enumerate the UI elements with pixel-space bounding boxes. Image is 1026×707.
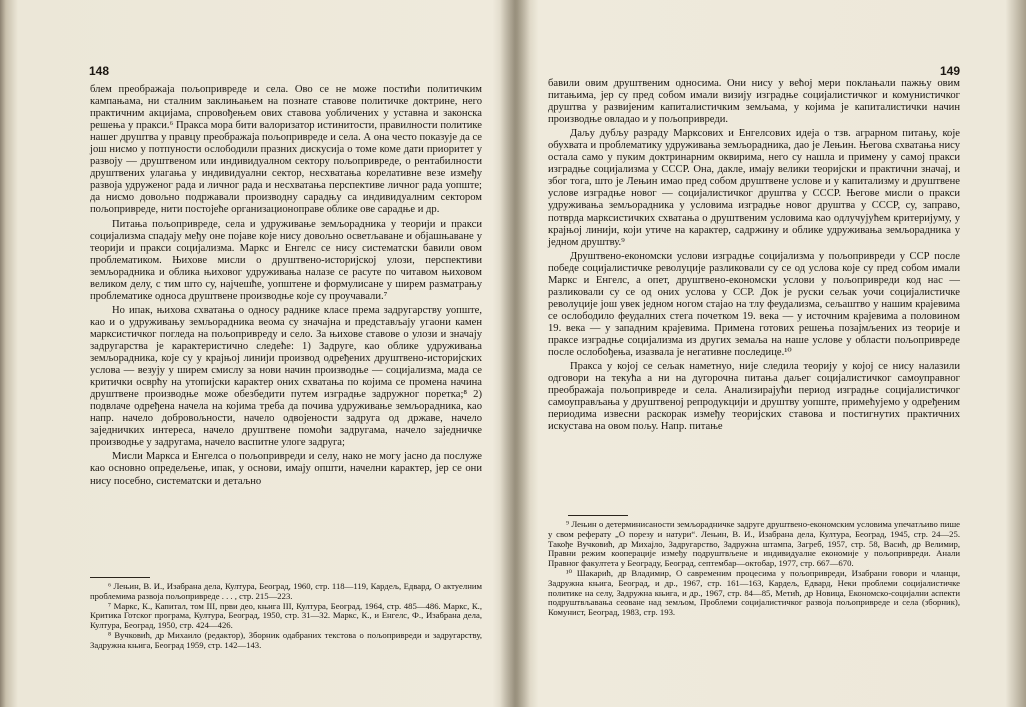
footnote: ¹⁰ Шакарић, др Владимир, О савременим процесима у пољопривреди, Изабрани говори и чланци, Задружна књига, Београд, и др., 1967, стр. 161—163, Кардељ, Едвард, Неки проблеми социјалистичке политике на селу, Задружна књига, и др., 1967, стр. 84—85, Метић, др Новица, Економско-социјални аспекти подруштвљавања сеоване над земљом, Проблеми социјалистичког развоја пољопривреде и села (зборник), Комунист, Београд, 1983, стр. 193. bbox=[548, 567, 960, 618]
right-page bbox=[548, 0, 960, 707]
paragraph: Друштвено-економски услови изградње социјализма у пољопривреди у ССР после победе социјалистичке револуције разликовали су се од услова које су пред собом имали Маркс и Енгелс, а опет, друштвено-економски услови у пољопривреди код нас — разликовали су се од оних услова у ССР. Док је руски сељак уочи социјалистичке револуције још увек једном ногом стајао на тлу феудализма, сељаштво у нашим крајевима се ослободило феудалних стега почетком 19. века — у источним крајевима а половином 19. века — у западним крајевима. Примена готових решења позајмљених из теорије и праксе изградње социјализма из других земаља на наше услове у области пољопривреде после ослобођења, изазвала је негативне последице.¹⁰ bbox=[548, 250, 960, 359]
paragraph: бавили овим друштвеним односима. Они нису у већој мери поклањали пажњу овим питањима, јер су пред собом имали визију изградње социјалистичког и комунистичког друштва у развијеним капиталистичким земљама, у којима је капиталистички начин производње овладао и у пољопривреди. bbox=[548, 78, 960, 126]
left-page bbox=[72, 0, 482, 707]
book-gutter bbox=[500, 0, 530, 707]
footnote: ⁶ Лењин, В. И., Изабрана дела, Култура, Београд, 1960, стр. 118—119, Кардељ, Едвард, О актуелним проблемима развоја пољопривреде . . . , стр. 215—223. bbox=[90, 581, 482, 601]
footnote-rule bbox=[568, 515, 628, 516]
page-number: 149 bbox=[939, 64, 960, 78]
footnote: ⁸ Вучковић, др Михаило (редактор), Зборник одабраних текстова о пољопривреди и задругарству, Задружна књига, Београд 1959, стр. 142—143. bbox=[90, 629, 482, 650]
footnote-rule bbox=[90, 577, 150, 578]
paragraph: Но ипак, њихова схватања о односу раднике класе према задругарству уопште, као и о удруживању земљорадника веома су значајна и представљају угаони камен марксистичког погледа на пољопривреду и село. За њихове ставове о улози и значају задругарства је карактеристично следеће: 1) Задруге, као облике удруживања земљорадника, које су у крајњој линији производ одређених друштвено-историјских услова — везују у ширем смислу за нови начин производње — социјализма, мада се критички осврћу на утопијски карактер оних схватања по којима се промена начина друштвене производње може обезбедити путем изградње задружног поретка;⁸ 2) подвлаче одређена начела на којима треба да почива удруживање земљорадника, као напр. начело добровољности, начело одвојености задруга од државе, начело заједничких интереса, начело друштвене помоћи задругама, начело заједничке производње у задругама, начело васпитне улоге задруга; bbox=[90, 304, 482, 449]
paragraph: Мисли Маркса и Енгелса о пољопривреди и селу, нако не могу јасно да послуже као основно опредељење, ипак, у основи, имају општи, начелни карактер, јер се они нису посебно, систематски и детаљно bbox=[90, 451, 482, 487]
paragraph: Даљу дубљу разраду Марксових и Енгелсових идеја о тзв. аграрном питању, које обухвата и проблематику удруживања земљорадника, дао је Лењин. Његова схватања нису остала само у пуким доктринарним оквирима, него су нашла и примену у самој пракси изградње социјализма у СССР. Она, дакле, имају велики теоријски и практични значај, и због тога, што је Лењин имао пред собом друштвене услове и у капитализму и друштвене услове изградње новог — социјалистичког друштва у СССР. Његове мисли о пракси удруживања земљорадника у условима изградње новог друштва у СССР, су, заправо, потврда марксистичких схватања о друштвеним условима као одлучујућем критеријуму, у крајњој линији, који утиче на карактер, садржину и облике удруживања земљорадника у једном друштву.⁹ bbox=[548, 128, 960, 248]
paragraph: Питања пољопривреде, села и удруживање земљорадника у теорији и пракси социјализма спадају међу оне појаве које нису довољно осветљаване и објашњаване у теорији и пракси социјализма. Маркс и Енгелс се нису систематски бавили овом проблематиком. Њихове мисли о друштвено-историјској улози, перспективи земљорадника и облика њиховог удруживања налазе се расуте по читавом њиховом великом делу, с тим што су, најчешће, уопштене и формулисане у ширем разматрању проблематике односа друштвене производње које су проучавали.⁷ bbox=[90, 218, 482, 302]
body-text bbox=[548, 78, 960, 433]
page-number: 148 bbox=[89, 64, 110, 78]
footnotes bbox=[90, 582, 482, 651]
footnote: ⁹ Лењин о детерминисаности земљорадничке задруге друштвено-економским условима упечатљиво пише у свом реферату „О порезу и натури“. Лењин, В. И., Изабрана дела, Култура, Београд, 1945, стр. 24—25. Такође Вучковић, др Михајло, Задругарство, Задружна штампа, Загреб, 1957, стр. 58, Васић, др Велимир, Правни режим кооперације између подруштвљене и индивидуалне економије у пољопривреди. Анали Правног факултета у Београду, Београд, септембар—октобар, 1977, стр. 667—670. bbox=[548, 519, 960, 569]
footnote: ⁷ Маркс, К., Капитал, том III, први део, књига III, Култура, Београд, 1964, стр. 485—486. Маркс, К., Критика Готског програма, Култура, Београд, 1950, стр. 31—32. Маркс, К., и Енгелс, Ф., Изабрана дела, Култура, Београд, 1950, стр. 424—426. bbox=[90, 600, 482, 631]
body-text bbox=[90, 84, 482, 488]
paragraph: блем преображаја пољопривреде и села. Ово се не може постићи политичким кампањама, ни сталним заклињањем на познате ставове политичке доктрине, него практичним акцијама, спровођењем ових ставова уобличених у уставна и законска решења у пракси.⁶ Пракса мора бити валоризатор истинитости, правилности политике нашег друштва у правцу преображаја пољопривреде и села. А она често показује да се још нисмо у потпуности ослободили празних дискусија о томе коме дати приоритет у развоју — друштвеном или индивидуалном сектору пољопривреде, о рентабилности друштвених улагања у индивидуални сектор, несхватања корелативне везе између развоја удруженог рада и личног рада и несхватања перспективе личног рада уопште; да нисмо довољно подржавали производну сарадњу са индивидуалним сектором пољопривреде, нити постојеће организационоправе облике ове сарадње и др. bbox=[90, 84, 482, 216]
footnotes bbox=[548, 520, 960, 618]
paragraph: Пракса у којој се сељак наметнуо, није следила теорију у којој се нису налазили одговори на текућа а ни на дугорочна питања даљег социјалистичког самоуправног преображаја пољопривреде и села. Анализирајући период изградње социјалистичког самоуправљања у друштвеној репродукцији и друштву уопште, примећујемо у одређеним периодима извесни раскорак између теоријских ставова и постигнутих практичних искустава на овом пољу. Напр. питање bbox=[548, 361, 960, 433]
